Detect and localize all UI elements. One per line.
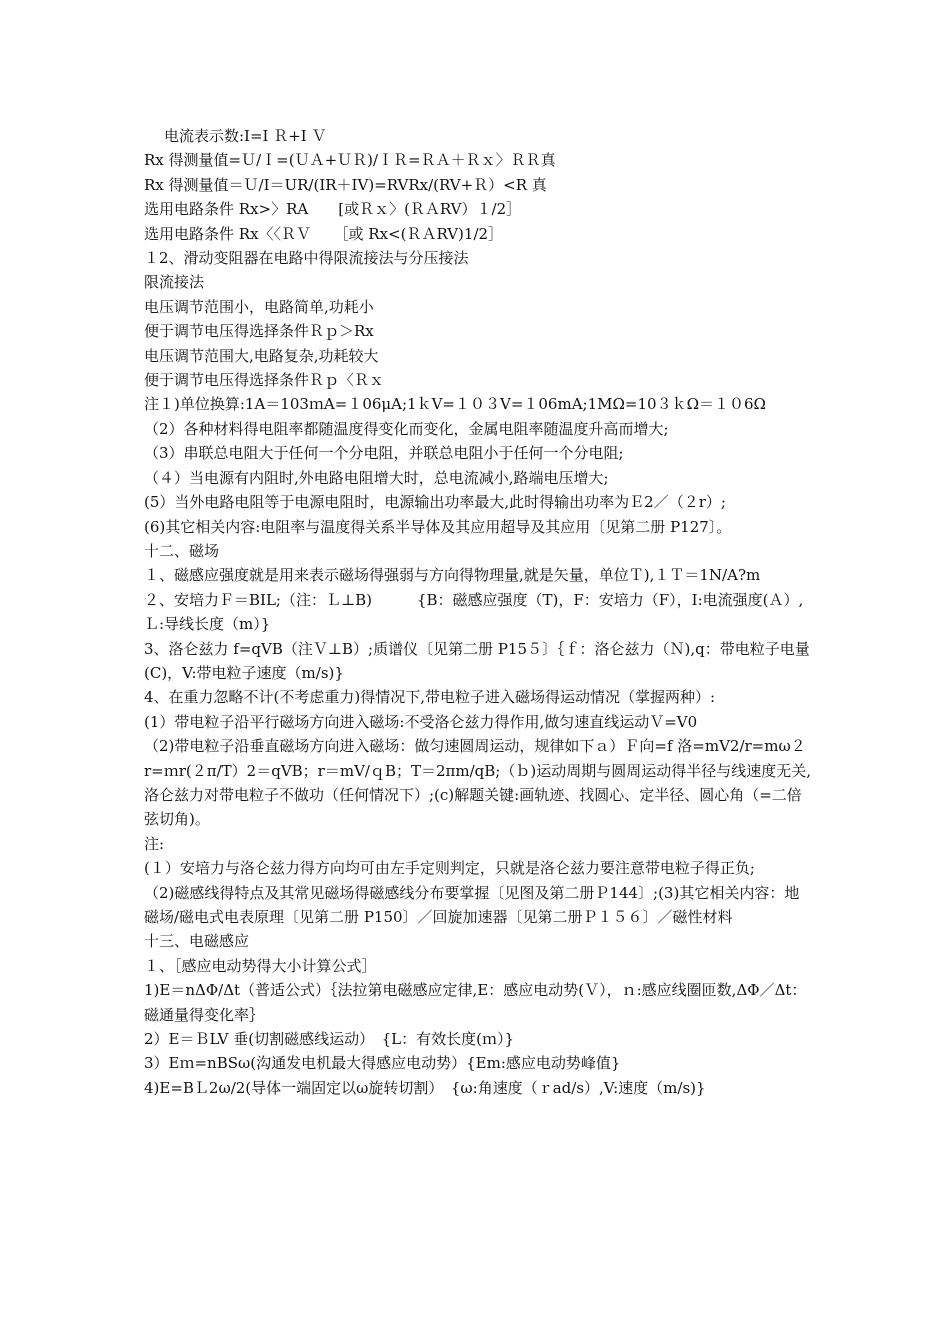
text-line-condition-rp-less: 便于调节电压得选择条件Ｒｐ〈Ｒｘ — [144, 371, 385, 390]
section-heading-rheostat: １2、滑动变阻器在电路中得限流接法与分压接法 — [144, 249, 469, 268]
text-line-current-limiting: 限流接法 — [144, 273, 205, 292]
text-perpendicular-entry: （2)带电粒子沿垂直磁场方向进入磁场：做匀速圆周运动，规律如下ａ）Ｆ向=f 洛=mV2/r=mω２r=ｍr(２π/T）2＝qVB；r＝mV/ｑB；T＝2πm/qB;（ｂ)运动周期与圆周运动得半径与线速度无关,洛仑兹力对带电粒子不做功（任何情况下）;(c)解题关键:画轨迹、找圆心、定半径、圆心角（=二倍弦切角)。 — [144, 737, 811, 829]
section-heading-magnetic-field: 十二、磁场 — [144, 541, 220, 560]
text-line-voltage-range-small: 电压调节范围小，电路简单,功耗小 — [144, 297, 374, 316]
formula-rotating-conductor: 4)E=BＬ2ω/2(导体一端固定以ω旋转切割） {ω:角速度（ｒad/s）,V:速度（m/s)} — [144, 1078, 706, 1097]
formula-faraday-law: 1)E＝nΔΦ/Δt（普适公式）｛法拉第电磁感应定律,E：感应电动势(Ｖ），ｎ:感应线圈匝数,ΔΦ／Δt：磁通量得变化率｝ — [144, 981, 807, 1024]
formula-generator-peak-emf: 3）Eｍ=nBSω(沟通发电机最大得感应电动势）{Em:感应电动势峰值} — [144, 1054, 621, 1073]
note-internal-resistance: （４）当电源有内阻时,外电路电阻增大时，总电流减小,路端电压增大; — [144, 468, 609, 487]
formula-cutting-field-lines: 2）E＝ＢLV 垂(切割磁感线运动） {L：有效长度(ｍ）} — [144, 1030, 515, 1049]
text-line-ammeter-reading: 电流表示数:I=I Ｒ+I Ｖ — [164, 127, 327, 145]
note-max-output-power: (5）当外电路电阻等于电源电阻时，电源输出功率最大,此时得输出功率为Ｅ2／（２r）; — [144, 493, 726, 512]
note-left-hand-rule: (１）安培力与洛仑兹力得方向均可由左手定则判定，只就是洛仑兹力要注意带电粒子得正负; — [144, 859, 755, 878]
text-line-rx-measured-2: Rx 得测量值＝Ｕ/I＝UR/(IR＋IV)=RVRx/(RV+Ｒ）<R 真 — [144, 175, 547, 194]
note-related-content: (6)其它相关内容:电阻率与温度得关系半导体及其应用超导及其应用〔见第二册 P127〕。 — [144, 517, 732, 536]
text-line-circuit-condition-2: 选用电路条件 Rx〈〈ＲＶ ［或 Rx<(ＲＡRV)1/2］ — [144, 224, 504, 243]
note-series-parallel: （3）串联总电阻大于任何一个分电阻，并联总电阻小于任何一个分电阻; — [144, 444, 624, 463]
note-resistivity-temperature: （2）各种材料得电阻率都随温度得变化而变化，金属电阻率随温度升高而增大; — [144, 419, 669, 438]
document-body — [144, 124, 812, 1100]
note-magnetic-lines: （2)磁感线得特点及其常见磁场得磁感线分布要掌握〔见图及第二册Ｐ144〕;(3)其它相关内容：地磁场/磁电式电表原理〔见第二册 P150〕／回旋加速器〔见第二册Ｐ１５６〕／磁性材料 — [144, 883, 800, 926]
text-magnetic-induction: １、磁感应强度就是用来表示磁场得强弱与方向得物理量,就是矢量，单位Ｔ),１Ｔ＝1N/A?m — [144, 566, 761, 585]
text-line-voltage-range-large: 电压调节范围大,电路复杂,功耗较大 — [144, 346, 379, 365]
text-lorentz-force: 3、洛仑兹力 f=qVB（注Ｖ⊥B）;质谱仪〔见第二册 P15５〕｛ｆ：洛仑兹力（Ｎ),q：带电粒子电量(C)，V:带电粒子速度（m/s)} — [144, 639, 810, 682]
text-line-condition-rp-greater: 便于调节电压得选择条件Ｒｐ＞Rx — [144, 322, 374, 341]
text-emf-formula-heading: １、［感应电动势得大小计算公式］ — [144, 956, 377, 975]
text-charged-particle-motion: 4、在重力忽略不计(不考虑重力)得情况下,带电粒子进入磁场得运动情况（掌握两种）: — [144, 688, 716, 707]
text-parallel-entry: (1）带电粒子沿平行磁场方向进入磁场:不受洛仑兹力得作用,做匀速直线运动Ｖ=V0 — [144, 712, 698, 731]
note-unit-conversion: 注１)单位换算:1A＝103ｍA=１06μA;1ｋV=１０３V=１06mA;1MΩ=10３ｋΩ＝１０6Ω — [144, 395, 766, 414]
text-line-rx-measured-1: Rx 得测量值=Ｕ/Ｉ=(ＵＡ+ＵＲ)/ＩＲ=ＲＡ＋Ｒｘ〉ＲＲ真 — [144, 151, 556, 170]
text-ampere-force: ２、安培力Ｆ＝BIL;（注：Ｌ⊥B) {B：磁感应强度（T)，F：安培力（F），I:电流强度(Ａ）,Ｌ:导线长度（m）} — [144, 590, 804, 634]
text-note-label: 注: — [144, 834, 165, 853]
text-line-circuit-condition-1: 选用电路条件 Rx>〉RA [或Ｒｘ〉(ＲＡRV）１/2］ — [144, 200, 522, 219]
section-heading-electromagnetic-induction: 十三、电磁感应 — [144, 932, 250, 951]
